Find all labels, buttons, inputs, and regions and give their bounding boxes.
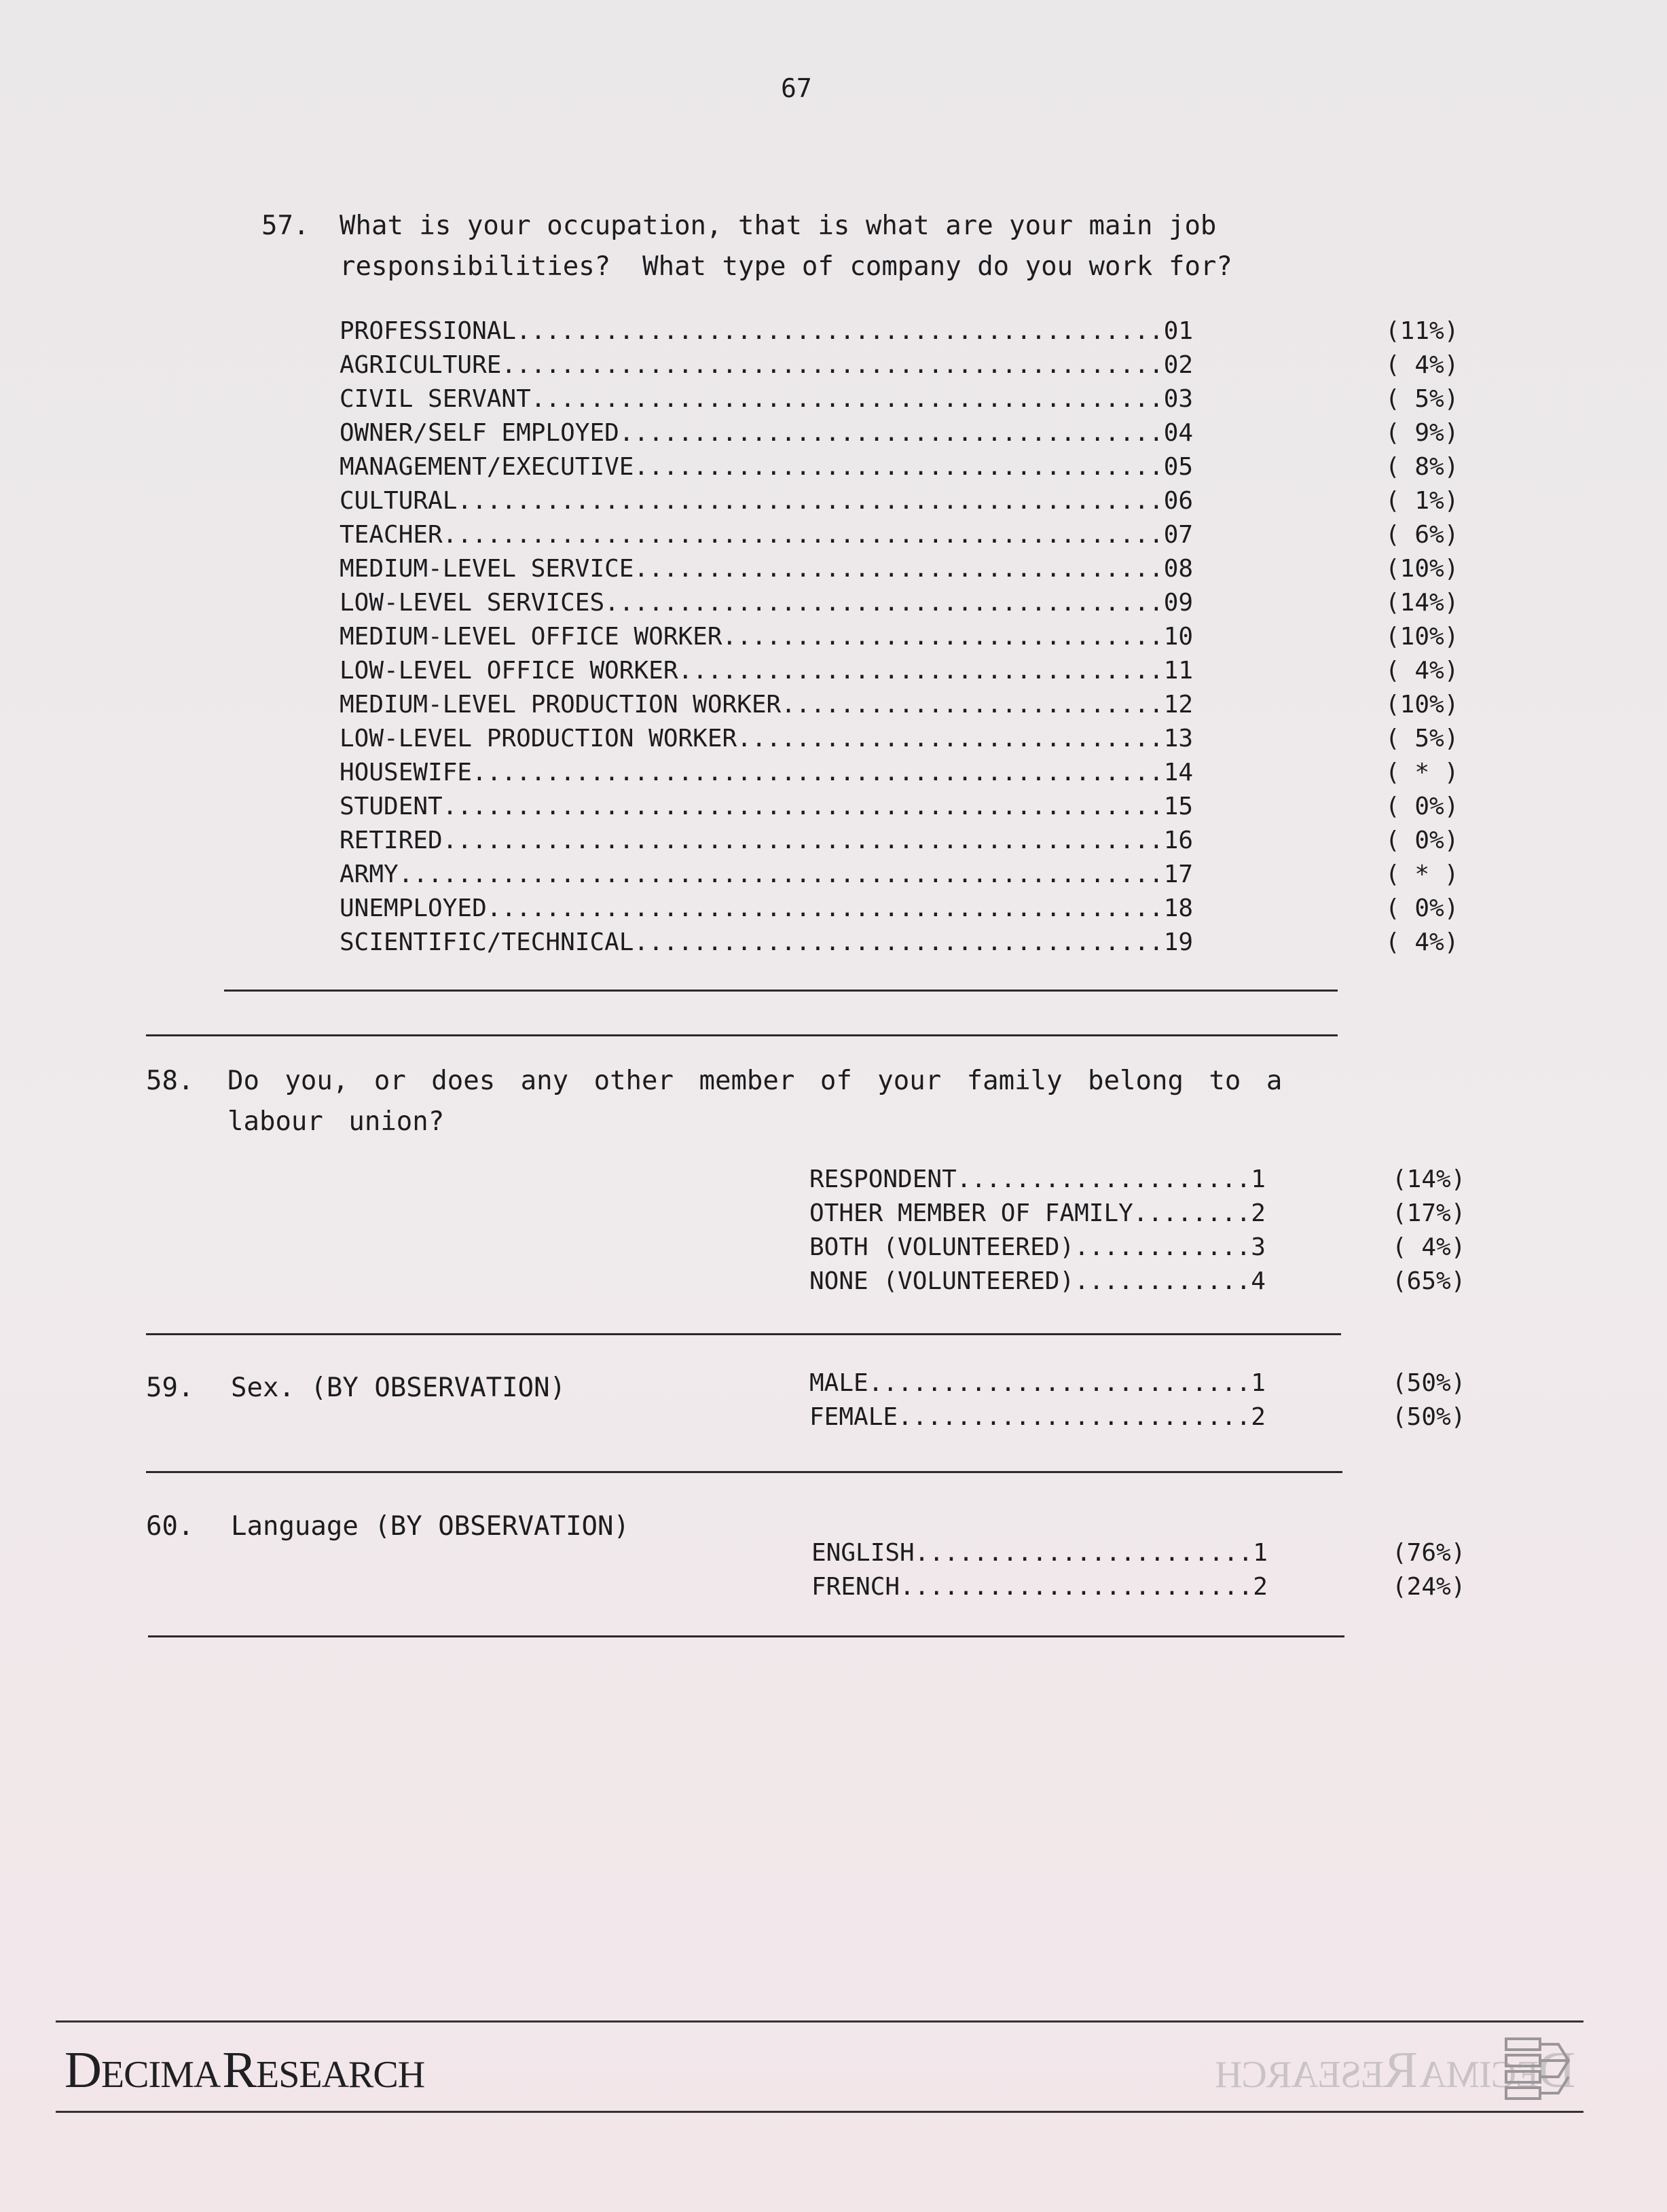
question-number: 58. [146,1066,194,1096]
brand-letter: R [222,2042,257,2099]
response-option [340,552,1494,586]
response-option [340,518,1494,552]
option-label: PROFESSIONAL............................................01 [340,317,1194,345]
question-text: Sex. (BY OBSERVATION) [231,1373,566,1403]
option-percentage: ( 9%) [1385,419,1459,447]
option-percentage: (17%) [1392,1199,1466,1227]
option-percentage: ( 0%) [1385,894,1459,922]
option-percentage: (65%) [1392,1267,1466,1295]
option-percentage: ( 6%) [1385,521,1459,549]
option-percentage: ( 4%) [1385,351,1459,379]
brand-letters: ECIMA [100,2054,221,2096]
option-label: ARMY....................................................17 [340,860,1194,888]
option-percentage: (14%) [1392,1165,1466,1193]
option-percentage: ( 5%) [1385,385,1459,413]
response-option [340,790,1494,824]
response-option [340,824,1494,858]
option-label: CULTURAL................................................06 [340,487,1194,515]
footer-rule-top [56,2020,1583,2023]
question-57 [261,206,1382,280]
response-option [340,926,1494,960]
option-percentage: ( 4%) [1385,928,1459,956]
option-label: SCIENTIFIC/TECHNICAL....................................19 [340,928,1194,956]
question-text: What is your occupation, that is what are your main job responsibilities? What type of company do you work for? [340,211,1232,282]
response-option [340,858,1494,892]
option-percentage: ( 8%) [1385,453,1459,481]
divider [146,1034,1338,1036]
option-label: MEDIUM-LEVEL OFFICE WORKER..............................10 [340,623,1194,651]
response-option [340,416,1494,450]
option-label: FRENCH........................2 [811,1573,1268,1601]
question-text: Do you, or does any other member of your family belong to a labour union? [227,1066,1283,1137]
option-label: CIVIL SERVANT...........................................03 [340,385,1194,413]
option-label: OWNER/SELF EMPLOYED.....................................04 [340,419,1194,447]
option-percentage: ( * ) [1385,759,1459,786]
response-option [340,620,1494,654]
question-59 [146,1368,757,1409]
response-option [340,654,1494,688]
option-percentage: ( 1%) [1385,487,1459,515]
option-label: RETIRED.................................................16 [340,827,1194,854]
logo-mark-icon [1501,2032,1575,2107]
divider [146,1333,1341,1335]
q58-options [809,1163,1488,1299]
response-option [809,1197,1488,1231]
option-label: HOUSEWIFE...............................................14 [340,759,1194,786]
q59-options [809,1366,1488,1434]
option-label: MANAGEMENT/EXECUTIVE....................................05 [340,453,1194,481]
response-option [340,586,1494,620]
option-percentage: (76%) [1392,1539,1466,1567]
option-label: OTHER MEMBER OF FAMILY........2 [809,1199,1266,1227]
response-option [811,1570,1490,1604]
option-percentage: (24%) [1392,1573,1466,1601]
option-percentage: (10%) [1385,623,1459,651]
option-percentage: (50%) [1392,1403,1466,1431]
option-percentage: ( 4%) [1392,1233,1466,1261]
option-percentage: ( 0%) [1385,827,1459,854]
response-option [340,450,1494,484]
option-label: TEACHER.................................................07 [340,521,1194,549]
question-number: 59. [146,1373,194,1403]
divider [224,990,1338,992]
response-option [340,348,1494,382]
option-label: RESPONDENT....................1 [809,1165,1266,1193]
q57-options [340,314,1494,960]
ghost-letters: ESEARCH [1215,2054,1385,2096]
ghost-letter: D [1539,2042,1576,2099]
footer-rule-bottom [56,2111,1583,2113]
option-label: BOTH (VOLUNTEERED)............3 [809,1233,1266,1261]
option-percentage: (14%) [1385,589,1459,617]
brand-logotype [65,2041,424,2100]
question-number: 57. [261,211,310,241]
brand-letters: ESEARCH [256,2054,425,2096]
option-label: LOW-LEVEL SERVICES......................................09 [340,589,1194,617]
divider [148,1635,1344,1637]
option-label: MALE..........................1 [809,1369,1266,1397]
response-option [809,1163,1488,1197]
option-label: ENGLISH.......................1 [811,1539,1268,1567]
response-option [340,722,1494,756]
question-text: Language (BY OBSERVATION) [231,1511,629,1542]
option-label: MEDIUM-LEVEL PRODUCTION WORKER..........................12 [340,691,1194,719]
option-label: LOW-LEVEL OFFICE WORKER.................................11 [340,657,1194,685]
response-option [340,484,1494,518]
response-option [340,314,1494,348]
response-option [340,688,1494,722]
response-option [811,1536,1490,1570]
option-label: AGRICULTURE.............................................02 [340,351,1194,379]
response-option [340,382,1494,416]
option-label: UNEMPLOYED..............................................18 [340,894,1194,922]
option-label: LOW-LEVEL PRODUCTION WORKER.............................13 [340,725,1194,753]
option-label: FEMALE........................2 [809,1403,1266,1431]
response-option [809,1231,1488,1265]
q60-options [811,1536,1490,1604]
divider [146,1471,1342,1473]
question-58 [146,1061,1355,1142]
option-percentage: (11%) [1385,317,1459,345]
question-60 [146,1506,757,1547]
option-percentage: ( * ) [1385,860,1459,888]
brand-letter: D [65,2042,101,2099]
option-percentage: ( 5%) [1385,725,1459,753]
ghost-letter: R [1384,2042,1418,2099]
response-option [809,1366,1488,1400]
option-percentage: (50%) [1392,1369,1466,1397]
response-option [340,756,1494,790]
option-percentage: (10%) [1385,691,1459,719]
question-number: 60. [146,1511,194,1542]
response-option [809,1400,1488,1434]
response-option [340,892,1494,926]
response-option [809,1265,1488,1299]
ghost-letters: ECIMA [1419,2054,1539,2096]
option-label: NONE (VOLUNTEERED)............4 [809,1267,1266,1295]
option-percentage: ( 0%) [1385,793,1459,820]
page-number: 67 [781,73,812,103]
option-percentage: ( 4%) [1385,657,1459,685]
option-label: STUDENT.................................................15 [340,793,1194,820]
option-label: MEDIUM-LEVEL SERVICE....................................08 [340,555,1194,583]
option-percentage: (10%) [1385,555,1459,583]
